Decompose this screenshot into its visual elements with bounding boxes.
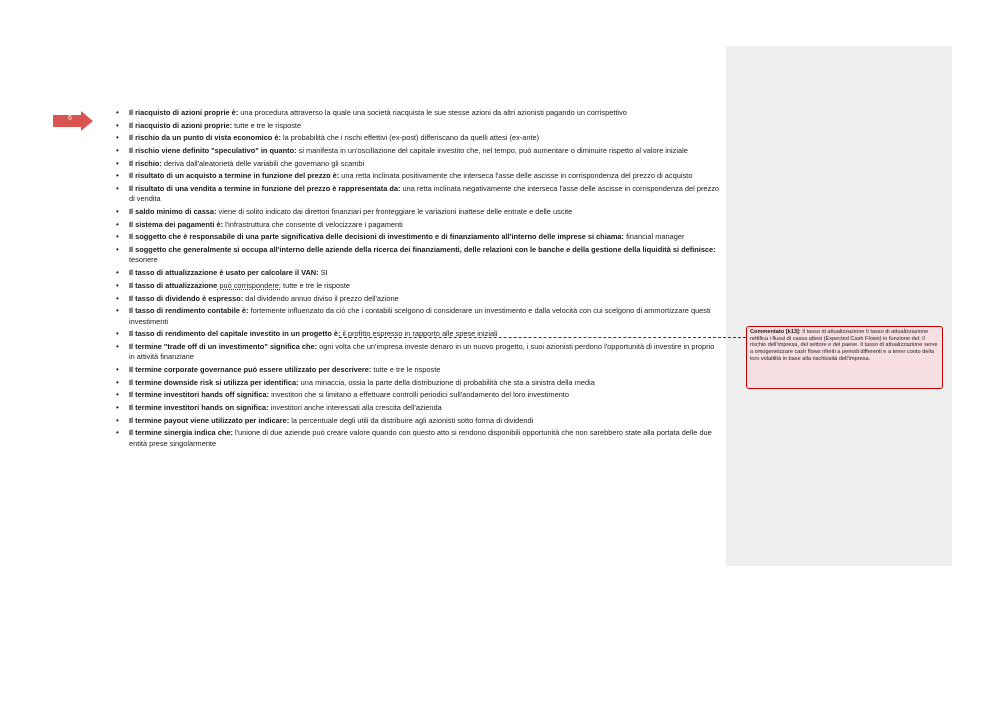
item-term: Il soggetto che è responsabile di una parte significativa delle decisioni di investimento e di finanziamento all'interno delle imprese si chiama: [129, 232, 625, 242]
list-item [116, 184, 720, 205]
item-text: tutte e tre le risposte [232, 120, 302, 130]
item-text: investitori anche interessati alla crescita dell'azienda [268, 402, 442, 412]
item-term: Il rischio viene definito "speculativo" in quanto: [129, 146, 297, 156]
item-term: Il tasso di rendimento contabile è: [129, 306, 249, 316]
item-text: financial manager [624, 232, 685, 242]
item-text: il profitto espresso in rapporto alle spese iniziali [340, 329, 498, 339]
item-text: investitori che si limitano a effettuare controlli periodici sull'andamento del loro investimento [269, 390, 569, 400]
item-text: una retta inclinata negativamente che interseca l'asse delle ascisse in corrispondenza del prezzo di vendita [129, 184, 720, 204]
item-text: si manifesta in un'oscillazione del capitale investito che, nel tempo, può aumentare o diminuire rispetto al valore iniziale [296, 146, 688, 156]
item-term: Il termine investitori hands on significa: [129, 402, 269, 412]
list-item [116, 390, 720, 400]
item-term: Il sistema dei pagamenti è: [129, 219, 224, 229]
item-text: l'unione di due aziende può creare valore quando con questo atto si rendono disponibili opportunità che non sarebbero state alla portata delle due entità prese singolarmente [129, 428, 712, 448]
item-term: Il tasso di rendimento del capitale investito in un progetto è: [129, 329, 341, 339]
item-text: SI [318, 268, 328, 278]
comment-label: Commentato [k13]: [750, 329, 801, 335]
item-term: Il riacquisto di azioni proprie: [129, 120, 233, 130]
list-item [116, 403, 720, 413]
comment-anchor-line [339, 337, 746, 338]
item-term: Il rischio da un punto di vista economico è: [129, 133, 281, 143]
definitions-list [116, 108, 720, 451]
list-item [116, 133, 720, 143]
item-text: una procedura attraverso la quale una società riacquista le sue stesse azioni da altri azionisti pagando un corrispettivo [238, 108, 627, 117]
item-text: viene di solito indicato dai direttori finanziari per fronteggiare le variazioni inattese delle entrate e delle uscite [216, 207, 573, 217]
item-text: dal dividendo annuo diviso il prezzo dell'azione [243, 293, 399, 303]
list-item [116, 378, 720, 388]
list-item [116, 294, 720, 304]
page-number-marker [53, 111, 95, 131]
item-text: tutte e tre le risposte [371, 364, 441, 374]
item-text: l'infrastruttura che consente di velocizzare i pagamenti [223, 219, 403, 229]
item-text: tutte e tre le risposte [280, 280, 350, 290]
list-item [116, 268, 720, 278]
list-item [116, 159, 720, 169]
item-term: Il risultato di un acquisto a termine in funzione del prezzo è: [129, 171, 340, 181]
item-term: Il tasso di dividendo è espresso: [129, 293, 244, 303]
item-term: Il termine "trade off di un investimento" significa che: [129, 341, 318, 351]
item-term: Il termine downside risk si utilizza per identifica: [129, 377, 299, 387]
item-term: Il termine corporate governance può essere utilizzato per descrivere: [129, 364, 372, 374]
item-term: Il termine payout viene utilizzato per indicare: [129, 415, 290, 425]
tracked-change-text[interactable]: può corrispondere: [217, 280, 281, 290]
item-text: una minaccia, ossia la parte della distribuzione di probabilità che sta a sinistra della media [298, 377, 595, 387]
item-term: Il tasso di attualizzazione [129, 280, 218, 290]
page-number: 6 [68, 115, 72, 122]
list-item [116, 220, 720, 230]
comment-balloon[interactable] [746, 326, 943, 389]
item-term: Il termine investitori hands off significa: [129, 390, 270, 400]
item-text: deriva dall'aleatorietà delle variabili che governano gli scambi [161, 158, 365, 168]
item-term: Il rischio: [129, 158, 162, 168]
list-item [116, 121, 720, 131]
list-item [116, 146, 720, 156]
item-text: la probabilità che i rischi effettivi (ex-post) differiscano da quelli attesi (ex-ante) [280, 133, 540, 143]
item-text: una retta inclinata positivamente che interseca l'asse delle ascisse in corrispondenza del prezzo di acquisto [339, 171, 693, 181]
item-term: Il saldo minimo di cassa: [129, 207, 217, 217]
item-text: la percentuale degli utili da distribuire agli azionisti sotto forma di dividendi [289, 415, 534, 425]
item-term: Il soggetto che generalmente si occupa all'interno delle aziende della ricerca dei finanziamenti, delle relazioni con le banche e della gestione della liquidità si definisce: [129, 245, 716, 255]
item-term: Il risultato di una vendita a termine in funzione del prezzo è rappresentata da: [129, 184, 401, 194]
item-text: ogni volta che un'impresa investe denaro in un nuovo progetto, i suoi azionisti perdono l'opportunità di investire in proprio in attività finanziarie [129, 341, 715, 362]
list-item [116, 365, 720, 375]
item-term: Il tasso di attualizzazione è usato per calcolare il VAN: [129, 268, 319, 278]
list-item [116, 306, 720, 327]
item-text: fortemente influenzato da ciò che i contabili scelgono di considerare un investimento e dalla velocità con cui scelgono di ammortizzare questi investimenti [129, 306, 711, 326]
list-item [116, 342, 720, 363]
list-item [116, 108, 720, 118]
list-item [116, 245, 720, 266]
list-item-commented[interactable] [116, 281, 720, 291]
item-term: Il termine sinergia indica che: [129, 428, 233, 438]
list-item [116, 207, 720, 217]
item-text: tesoriere [129, 255, 158, 265]
list-item [116, 232, 720, 242]
list-item [116, 416, 720, 426]
comment-text: Il tasso di attualizzazione Il tasso di attualizzazione rettifica i flussi di cassa attesi (Expected Cash Flows) in funzione del: il rischio dell'impresa, del settore e del paese. Il tasso di attualizzazione serve a omogeneizzare cash flows riferiti a periodi differenti e a tener conto della loro volatilità in base alla rischiosità dell'impresa. [750, 329, 938, 362]
list-item [116, 428, 720, 449]
item-term: Il riacquisto di azioni proprie è: [129, 108, 239, 117]
comments-margin-panel [726, 46, 952, 566]
list-item [116, 171, 720, 181]
